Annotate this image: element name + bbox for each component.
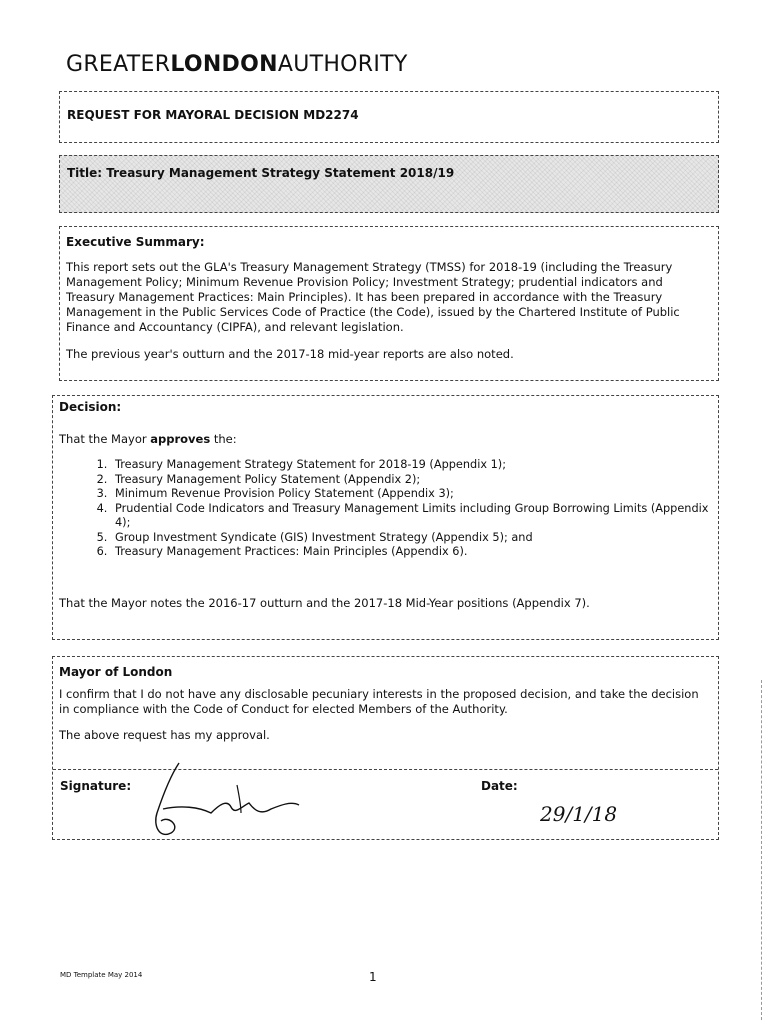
decision-heading: Decision:: [59, 400, 122, 414]
list-item: 5. Group Investment Syndicate (GIS) Investment Strategy (Appendix 5); and: [111, 531, 711, 546]
executive-summary-paragraph: This report sets out the GLA's Treasury Management Strategy (TMSS) for 2018-19 (including the Treasury Management Policy; Minimum Revenue Provision Policy; Investment Strategy; prudential indicators and Treasury Management Practices: Main Principles). It has been prepared in accordance with the Treasury Management in the Public Services Code of Practice (the Code), issued by the Chartered Institute of Public Finance and Accountancy (CIPFA), and relevant legislation.: [66, 260, 680, 334]
request-label: REQUEST FOR MAYORAL DECISION MD2274: [67, 108, 359, 122]
decision-notes: That the Mayor notes the 2016-17 outturn and the 2017-18 Mid-Year positions (Appendix 7).: [59, 596, 590, 610]
list-item: 4. Prudential Code Indicators and Treasury Management Limits including Group Borrowing Limits (Appendix 4);: [111, 502, 711, 531]
scan-edge-mark: [761, 680, 764, 1020]
decision-intro-after: the:: [210, 432, 237, 446]
list-item: 2. Treasury Management Policy Statement (Appendix 2);: [111, 473, 711, 488]
page-number: 1: [369, 970, 377, 984]
decision-intro-before: That the Mayor: [59, 432, 151, 446]
signature-label: Signature:: [60, 779, 132, 793]
gla-logo: [66, 52, 408, 77]
decision-intro-bold: approves: [150, 432, 211, 446]
logo-greater: GREATER: [66, 52, 171, 77]
handwritten-signature: [141, 755, 311, 845]
mayor-heading: Mayor of London: [59, 665, 173, 679]
list-item: 3. Minimum Revenue Provision Policy Statement (Appendix 3);: [111, 487, 711, 502]
decision-intro: [59, 432, 708, 447]
logo-london: LONDON: [170, 52, 278, 77]
date-label: Date:: [481, 779, 518, 793]
document-title: Title: Treasury Management Strategy Statement 2018/19: [67, 166, 455, 180]
executive-summary-box: [59, 226, 719, 381]
title-box: [59, 155, 719, 213]
mayor-confirmation: I confirm that I do not have any disclosable pecuniary interests in the proposed decision, and take the decision in compliance with the Code of Conduct for elected Members of the Authority.: [59, 687, 699, 716]
request-box: [59, 91, 719, 143]
date-value: 29/1/18: [540, 802, 618, 826]
decision-box: [52, 395, 719, 640]
executive-summary-note: The previous year's outturn and the 2017-18 mid-year reports are also noted.: [66, 347, 514, 361]
mayor-approval-box: [52, 656, 719, 840]
executive-summary-heading: Executive Summary:: [66, 235, 205, 249]
list-item: 6. Treasury Management Practices: Main Principles (Appendix 6).: [111, 545, 711, 560]
logo-authority: AUTHORITY: [277, 52, 408, 77]
handwritten-date: [540, 795, 650, 835]
footer-template: MD Template May 2014: [60, 971, 143, 979]
decision-list: [83, 458, 711, 560]
list-item: 1. Treasury Management Strategy Statement for 2018-19 (Appendix 1);: [111, 458, 711, 473]
mayor-approval-text: The above request has my approval.: [59, 728, 270, 742]
